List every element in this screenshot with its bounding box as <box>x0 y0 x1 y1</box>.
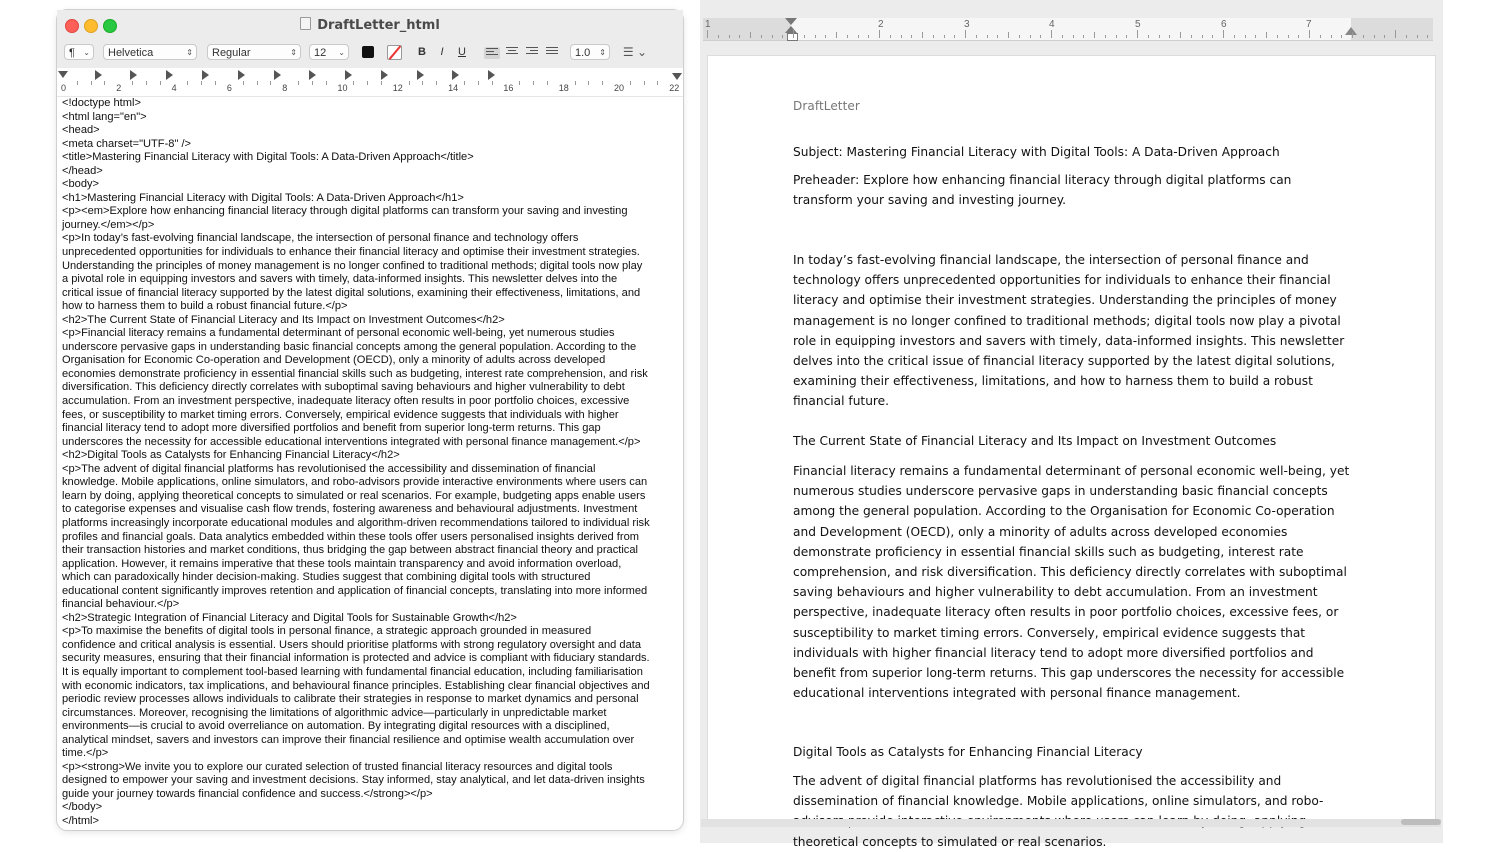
ruler-tick <box>1073 35 1074 38</box>
ruler-tick <box>954 35 955 38</box>
ruler-label: 18 <box>558 83 569 93</box>
ruler-tick <box>1288 35 1289 38</box>
source-line: accumulation. From an investment perspective, inadequate literacy often results in poor portfolio choices, excessive <box>62 395 630 408</box>
left-margin-marker[interactable] <box>58 71 68 78</box>
subject-line: Subject: Mastering Financial Literacy with Digital Tools: A Data-Driven Approach <box>793 145 1280 159</box>
ruler-label: 8 <box>282 83 288 93</box>
intro-paragraph: In today’s fast-evolving financial landscape, the intersection of personal finance and technology offers unprecedented opportunities for individuals to enhance their financial literacy and optimise their investment strategies. Understanding the principles of money management is no longer confined to traditional methods; digital tools now play a pivotal role in equipping investors and savers with timely, data-informed insights. This newsletter delves into the critical issue of financial literacy supported by the latest digital solutions, examining their effectiveness, limitations, and how to harness them to build a robust financial future. <box>793 253 1345 409</box>
source-line: <p><em>Explore how enhancing financial literacy through digital platforms can transform your saving and investing <box>62 205 628 218</box>
ruler-tick <box>602 81 603 85</box>
section-heading-digital-tools: Digital Tools as Catalysts for Enhancing Financial Literacy <box>793 745 1143 759</box>
ruler-tick <box>825 35 826 38</box>
source-line: how to harness them to build a robust financial future.</p> <box>62 300 348 313</box>
ruler-label: 2 <box>116 83 122 93</box>
source-line: designed to empower your saving and investment decisions. Stay informed, stay analytical, and let data-driven insights <box>62 774 645 787</box>
source-line: financial behaviour.</p> <box>62 598 180 611</box>
ruler-tick <box>782 35 783 38</box>
ruler-tick <box>381 81 382 85</box>
updown-chevron-icon: ⇕ <box>599 48 606 57</box>
ruler-tick <box>804 35 805 38</box>
align-left-icon[interactable] <box>484 47 500 59</box>
ruler-tick <box>901 35 902 38</box>
source-line: periodic review processes allows individuals to calibrate their strategies in response to market dynamics and personal <box>62 693 639 706</box>
font-family-label: Helvetica <box>108 47 154 59</box>
ruler-tick <box>270 81 271 85</box>
ruler-tick <box>160 81 161 85</box>
ruler-tick <box>750 32 751 38</box>
ruler-tick <box>1384 35 1385 38</box>
ruler-label: 6 <box>226 83 232 93</box>
source-line: unprecedented opportunities for individuals to enhance their financial literacy and optimise their investment strategies. <box>62 246 640 259</box>
tab-stop-marker[interactable] <box>488 70 495 80</box>
source-line: <meta charset="UTF-8" /> <box>62 137 192 150</box>
ruler-tick <box>353 81 354 85</box>
ruler-tick <box>657 81 658 85</box>
tab-stop-marker[interactable] <box>381 70 388 80</box>
source-line: knowledge. Mobile applications, online simulators, and robo-advisors provide interactive environments where users can <box>62 476 648 489</box>
ruler-tick <box>1094 32 1095 38</box>
ruler-tick <box>1320 35 1321 38</box>
tab-stop-marker[interactable] <box>309 70 316 80</box>
updown-chevron-icon: ⇕ <box>186 48 193 57</box>
line-spacing-label: 1.0 <box>575 47 591 59</box>
ruler-tick <box>1212 35 1213 38</box>
source-line: to categorise expenses and visualise cash flow trends, fostering awareness and behavioural adjustments. Investment <box>62 503 638 516</box>
tab-stop-marker[interactable] <box>202 70 209 80</box>
source-line: critical issue of financial literacy supported by the latest digital solutions, examining their effectiveness, limitations, and <box>62 286 641 299</box>
html-source-editor[interactable] <box>62 97 680 830</box>
ruler-tick <box>944 35 945 38</box>
ruler-tick <box>1427 35 1428 38</box>
textedit-window <box>57 10 683 830</box>
ruler-tick <box>879 30 880 38</box>
source-line: <p>The advent of digital financial platforms has revolutionised the accessibility and dissemination of financial <box>62 462 596 475</box>
ruler-tick <box>1406 35 1407 38</box>
source-line: environments—is crucial to avoid overreliance on automation. By integrating digital resources with a disciplined, <box>62 720 610 733</box>
ruler-tick <box>1083 35 1084 38</box>
underline-button[interactable]: U <box>458 46 466 58</box>
digital-tools-paragraph: The advent of digital financial platforms has revolutionised the accessibility and dissemination of financial knowledge. Mobile applications, online simulators, and robo- theoretical concepts to simulated or real scenarios. <box>793 774 1324 849</box>
ruler-tick <box>187 81 188 85</box>
ruler-tick <box>1374 35 1375 38</box>
tab-stop-marker[interactable] <box>345 70 352 80</box>
ruler-tick <box>422 81 423 85</box>
ruler-tick <box>922 32 923 38</box>
paragraph-style-popup[interactable] <box>64 44 94 60</box>
source-line: <h2>The Current State of Financial Literacy and Its Impact on Investment Outcomes</h2> <box>62 313 505 326</box>
source-line: with economic indicators, tax implications, and behavioural finance principles. Establishing clear financial objectives and <box>62 679 650 692</box>
ruler-tick <box>976 35 977 38</box>
ruler-tick <box>1137 30 1138 38</box>
scrollbar-thumb[interactable] <box>1401 819 1441 825</box>
source-line: <head> <box>62 124 100 137</box>
ruler-tick <box>1298 35 1299 38</box>
source-line: underscore pervasive gaps in understanding basic financial concepts among the general population. According to the <box>62 340 637 353</box>
paragraph-style-label: ¶ <box>69 47 75 59</box>
ruler-tick <box>1266 32 1267 38</box>
ruler-tick <box>298 81 299 85</box>
source-line: time.</p> <box>62 747 109 760</box>
ruler-tick <box>847 35 848 38</box>
source-line: application. However, it remains imperative that these tools maintain transparency and avoid information overload, <box>62 557 622 570</box>
ruler-tick <box>1169 35 1170 38</box>
ruler-tick <box>533 81 534 85</box>
ruler-label: 7 <box>1306 19 1312 30</box>
ruler-tick <box>836 32 837 38</box>
ruler-tick <box>997 35 998 38</box>
ruler-tick <box>965 30 966 38</box>
ruler-label: 5 <box>1135 19 1141 30</box>
ruler-tick <box>312 81 313 85</box>
ruler-tick <box>104 81 105 85</box>
ruler-label: 2 <box>878 19 884 30</box>
bold-button[interactable]: B <box>418 46 426 58</box>
ruler-tick <box>761 35 762 38</box>
ruler-tick <box>326 81 327 85</box>
ruler-tick <box>132 81 133 85</box>
ruler-tick <box>630 81 631 85</box>
ruler-tick <box>492 81 493 85</box>
ruler-tick <box>1051 30 1052 38</box>
source-line: confidence and critical analysis is essential. Users should prioritise platforms with strong regulatory oversight and data <box>62 638 642 651</box>
ruler-tick <box>1234 35 1235 38</box>
background-color-well[interactable] <box>387 45 402 60</box>
tab-stop-marker[interactable] <box>417 70 424 80</box>
ruler-tick <box>1159 35 1160 38</box>
ruler-tick <box>77 81 78 85</box>
ruler-tick <box>1245 35 1246 38</box>
ruler-label: 0 <box>61 83 67 93</box>
source-line: underscores the necessity for accessible educational interventions integrated with personal finance management.</p> <box>62 435 641 448</box>
ruler-tick <box>519 81 520 85</box>
document-header: DraftLetter <box>793 99 860 113</box>
source-line: Understanding the principles of money management is no longer confined to traditional methods; digital tools now play <box>62 259 643 272</box>
ruler-tick <box>215 81 216 85</box>
source-line: <!doctype html> <box>62 97 141 109</box>
ruler-tick <box>933 35 934 38</box>
ruler-tick <box>146 81 147 85</box>
ruler-label: 4 <box>171 83 177 93</box>
ruler-tick <box>588 81 589 85</box>
ruler-tick <box>1019 35 1020 38</box>
source-line: </html> <box>62 814 99 827</box>
ruler-tick <box>890 35 891 38</box>
right-indent-marker[interactable] <box>1345 27 1357 35</box>
tab-stop-marker[interactable] <box>452 70 459 80</box>
document-icon <box>300 17 311 30</box>
ruler-tick <box>858 35 859 38</box>
text-color-well[interactable] <box>362 46 374 58</box>
source-line: <p>To maximise the benefits of digital tools in personal finance, a strategic approach grounded in measured <box>62 625 592 638</box>
source-line: Organisation for Economic Co-operation and Development (OECD), only a minority of adults across developed <box>62 354 606 367</box>
ruler-tick <box>1352 32 1353 38</box>
ruler-tick <box>201 81 202 85</box>
source-line: their transaction histories and market conditions, thus bridging the gap between abstract financial theory and practical <box>62 544 638 557</box>
source-line: economies demonstrate proficiency in essential financial skills such as budgeting, interest rate comprehension, and risk <box>62 367 648 380</box>
source-line: </body> <box>62 801 103 814</box>
left-indent-marker[interactable] <box>785 26 797 33</box>
ruler-tick <box>1277 35 1278 38</box>
align-justify-icon[interactable] <box>546 47 558 57</box>
first-line-indent-marker[interactable] <box>785 18 797 25</box>
tab-stop-marker[interactable] <box>166 70 173 80</box>
ruler-tick <box>707 30 708 38</box>
source-line: security measures, ensuring that their financial information is protected and advice is compliant with fiduciary standards. <box>62 652 650 665</box>
align-right-icon[interactable] <box>526 47 538 57</box>
window-title: DraftLetter_html <box>57 17 683 33</box>
chevron-down-icon: ⌄ <box>338 48 345 57</box>
ruler-tick <box>1180 32 1181 38</box>
ruler-tick <box>739 35 740 38</box>
ruler-label: 16 <box>503 83 514 93</box>
ruler-tick <box>464 81 465 85</box>
source-line: financial literacy tend to adopt more diversified portfolios and benefit from superior long-term returns. This gap <box>62 422 601 435</box>
ruler-label: 12 <box>392 83 403 93</box>
source-line: </head> <box>62 164 103 177</box>
ruler-tick <box>793 30 794 38</box>
list-bullets-icon[interactable]: ☰ ⌄ <box>622 45 648 59</box>
ruler-tick <box>1363 35 1364 38</box>
ruler-tick <box>436 81 437 85</box>
source-line: <p>Financial literacy remains a fundamental determinant of personal economic well-being, yet numerous studies <box>62 327 615 340</box>
ruler-tick <box>772 35 773 38</box>
font-style-label: Regular <box>212 47 251 59</box>
ruler-tick <box>1116 35 1117 38</box>
source-line: <html lang="en"> <box>62 110 147 123</box>
ruler-label: 10 <box>337 83 348 93</box>
section-heading-current-state: The Current State of Financial Literacy and Its Impact on Investment Outcomes <box>793 434 1277 448</box>
ruler-tick <box>987 35 988 38</box>
tab-stop-marker[interactable] <box>238 70 245 80</box>
document-preview-area <box>700 0 1443 849</box>
document-ruler[interactable] <box>703 18 1433 41</box>
ruler-label: 22 <box>669 83 680 93</box>
ruler-label: 14 <box>448 83 459 93</box>
align-center-icon[interactable] <box>506 47 518 57</box>
ruler-tick <box>575 81 576 85</box>
ruler-tick <box>1255 35 1256 38</box>
ruler-tick <box>547 81 548 85</box>
source-line: profiles and financial goals. Data analytics embedded within these tools offer users personalised insights derived from <box>62 530 639 543</box>
ruler-label: 4 <box>1049 19 1055 30</box>
source-line: <h2>Digital Tools as Catalysts for Enhancing Financial Literacy</h2> <box>62 449 400 462</box>
title-bar <box>57 10 683 69</box>
text-ruler[interactable] <box>57 68 683 97</box>
ruler-tick <box>478 81 479 85</box>
ruler-tick <box>367 81 368 85</box>
ruler-tick <box>1148 35 1149 38</box>
font-size-combo[interactable] <box>309 44 349 60</box>
ruler-tick <box>815 35 816 38</box>
line-spacing-popup[interactable] <box>570 44 610 60</box>
ruler-label: 6 <box>1221 19 1227 30</box>
ruler-tick <box>243 81 244 85</box>
source-line: journey.</em></p> <box>62 218 155 231</box>
ruler-tick <box>1191 35 1192 38</box>
document-page[interactable] <box>708 56 1435 849</box>
ruler-tick <box>1105 35 1106 38</box>
ruler-tick <box>1309 30 1310 38</box>
ruler-label: 3 <box>964 19 970 30</box>
source-line: <p><strong>We invite you to explore our curated selection of trusted financial literacy resources and digital tools <box>62 760 613 773</box>
ruler-tick <box>91 81 92 85</box>
ruler-tick <box>409 81 410 85</box>
ruler-tick <box>1417 35 1418 38</box>
ruler-tick <box>1202 35 1203 38</box>
tab-stop-marker[interactable] <box>274 70 281 80</box>
ruler-tick <box>1395 30 1396 38</box>
current-state-paragraph: Financial literacy remains a fundamental determinant of personal economic well-being, yet numerous studies underscore pervasive gaps in understanding basic financial concepts among the general population. According to the Organisation for Economic Co-operation and Development (OECD), only a minority of adults across developed economies demonstrate proficiency in essential financial skills such as budgeting, interest rate comprehension, and risk diversification. This deficiency directly correlates with suboptimal saving behaviours and higher vulnerability to debt accumulation. From an investment perspective, inadequate literacy often results in poor portfolio choices, excessive fees, or susceptibility to market timing errors. Conversely, empirical evidence suggests that individuals with higher financial literacy tend to adopt more diversified portfolios and benefit from superior long-term returns. This gap underscores the necessity for accessible educational interventions integrated with personal finance management. <box>793 464 1350 701</box>
source-line: circumstances. Moreover, recognising the limitations of algorithmic advice—particularly in unpredictable market <box>62 706 607 719</box>
tab-stop-marker[interactable] <box>130 70 137 80</box>
preheader-text: Preheader: Explore how enhancing financial literacy through digital platforms can transform your saving and investing journey. <box>793 173 1292 207</box>
ruler-tick <box>1062 35 1063 38</box>
updown-chevron-icon: ⇕ <box>290 48 297 57</box>
source-line: guide your journey towards financial confidence and success.</strong></p> <box>62 787 433 800</box>
ruler-tick <box>257 81 258 85</box>
ruler-tick <box>911 35 912 38</box>
ruler-label: 20 <box>614 83 625 93</box>
font-style-popup[interactable] <box>207 44 301 60</box>
horizontal-scrollbar[interactable] <box>701 819 1441 827</box>
ruler-tick <box>1008 32 1009 38</box>
font-size-label: 12 <box>314 47 327 59</box>
italic-button[interactable]: I <box>440 46 444 58</box>
source-line: which can paradoxically hinder decision-making. Studies suggest that combining digital tools with structured <box>62 571 591 584</box>
right-margin-marker[interactable] <box>672 73 682 80</box>
ruler-tick <box>1223 30 1224 38</box>
ruler-tick <box>644 81 645 85</box>
source-line: <title>Mastering Financial Literacy with Digital Tools: A Data-Driven Approach</title> <box>62 151 474 164</box>
source-line: <body> <box>62 178 100 191</box>
source-line: It is equally important to complement tool-based learning with fundamental financial education, including familiarisation <box>62 665 643 678</box>
source-line: analytical mindset, savers and investors can improve their financial resilience and optimise wealth accumulation over <box>62 733 635 746</box>
ruler-tick <box>868 35 869 38</box>
ruler-tick <box>718 35 719 38</box>
font-family-popup[interactable] <box>103 44 197 60</box>
source-line: educational content significantly improves retention and application of financial concepts, translating into more informed <box>62 584 648 597</box>
ruler-tick <box>1030 35 1031 38</box>
ruler-tick <box>1331 35 1332 38</box>
ruler-tick <box>1126 35 1127 38</box>
ruler-tick <box>729 35 730 38</box>
source-line: <h1>Mastering Financial Literacy with Digital Tools: A Data-Driven Approach</h1> <box>62 191 464 204</box>
source-line: learn by doing, applying theoretical concepts to simulated or real scenarios. For example, budgeting apps enable users <box>62 489 646 502</box>
ruler-label: 1 <box>705 19 711 30</box>
ruler-tick <box>1341 35 1342 38</box>
source-line: platforms increasingly incorporate educational modules and algorithm-driven recommendations tailored to individual risk <box>62 516 650 529</box>
source-line: <p>In today’s fast-evolving financial landscape, the intersection of personal finance and technology offers <box>62 232 579 245</box>
source-line: <h2>Strategic Integration of Financial Literacy and Digital Tools for Sustainable Growth</h2> <box>62 611 517 624</box>
source-line: diversification. This deficiency directly correlates with suboptimal saving behaviours and higher vulnerability to debt <box>62 381 625 394</box>
tab-stop-marker[interactable] <box>95 70 102 80</box>
source-line: fees, or susceptibility to market timing errors. Conversely, empirical evidence suggests that individuals with higher <box>62 408 619 421</box>
left-margin-shade <box>703 18 791 40</box>
chevron-down-icon: ⌄ <box>83 48 90 57</box>
ruler-tick <box>1040 35 1041 38</box>
source-line: a pivotal role in equipping investors and savers with timely, data-informed insights. This newsletter delves into the <box>62 273 618 286</box>
